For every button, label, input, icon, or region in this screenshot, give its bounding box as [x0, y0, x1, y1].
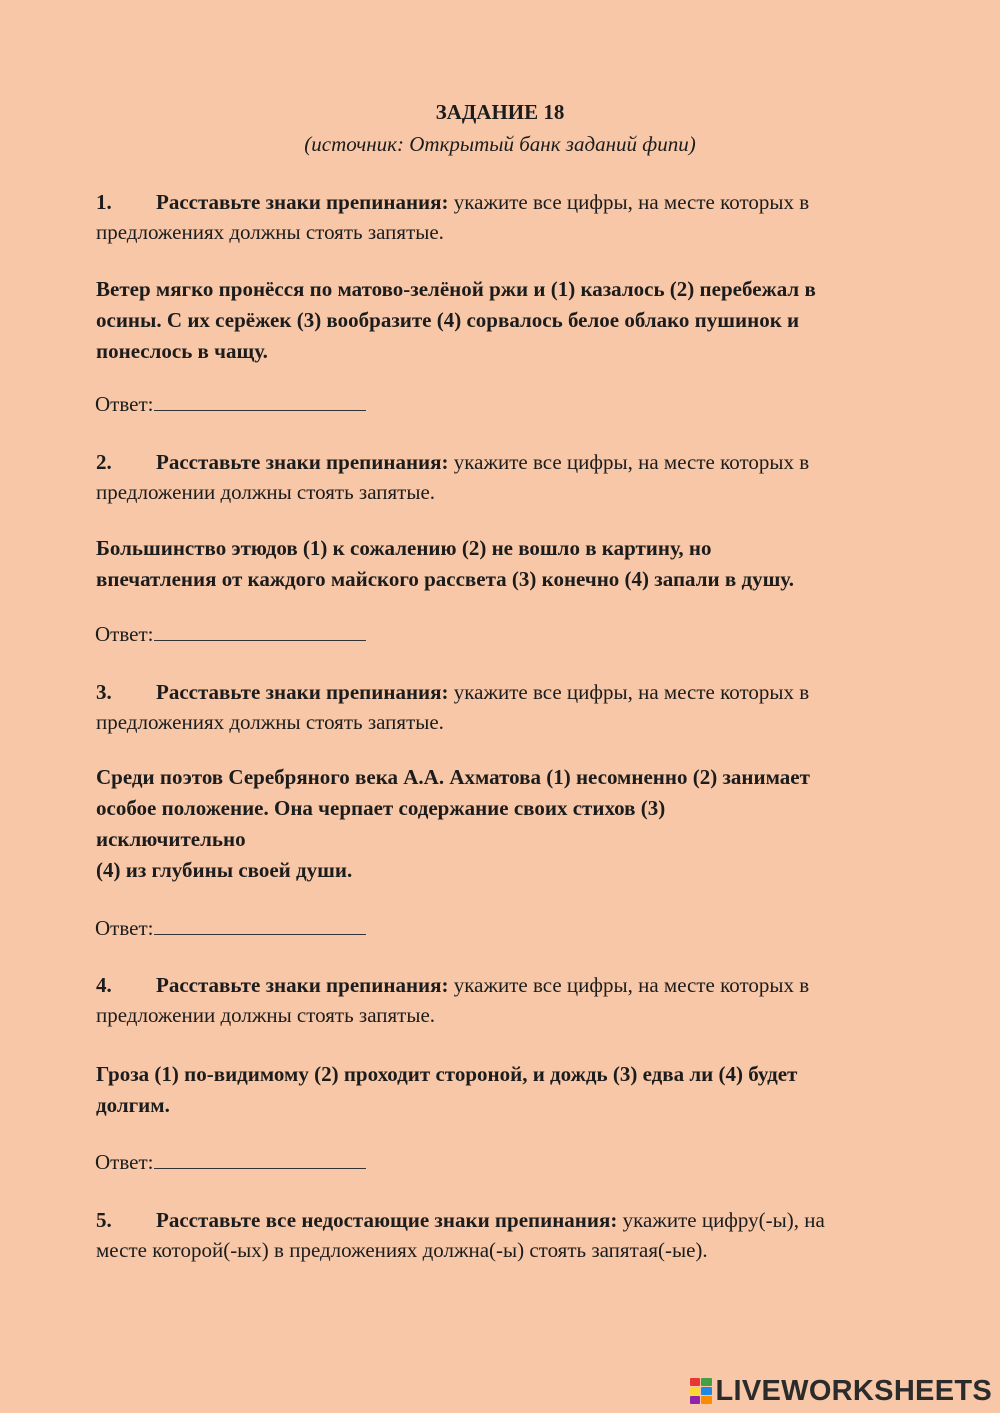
task-3-instruction — [96, 677, 916, 737]
sentence-line: понеслось в чащу. — [96, 339, 268, 363]
task-1-answer — [95, 392, 366, 417]
answer-label: Ответ: — [95, 392, 154, 416]
answer-input-line[interactable] — [154, 1150, 366, 1169]
task-instruction: укажите все цифры, на месте которых в — [448, 680, 810, 704]
task-instruction-cont: предложениях должны стоять запятые. — [96, 710, 444, 734]
task-instruction-cont: месте которой(-ых) в предложениях должна(-ы) стоять запятая(-ые). — [96, 1238, 708, 1262]
sentence-line: долгим. — [96, 1093, 170, 1117]
task-2-sentence — [96, 533, 911, 595]
task-lead: Расставьте все недостающие знаки препинания: — [156, 1208, 618, 1232]
sentence-line: особое положение. Она черпает содержание своих стихов (3) — [96, 796, 666, 820]
task-number: 3. — [96, 680, 112, 704]
task-instruction: укажите цифру(-ы), на — [617, 1208, 825, 1232]
sentence-line: Гроза (1) по-видимому (2) проходит стороной, и дождь (3) едва ли (4) будет — [96, 1062, 798, 1086]
task-lead: Расставьте знаки препинания: — [156, 450, 449, 474]
answer-label: Ответ: — [95, 1150, 154, 1174]
answer-input-line[interactable] — [154, 392, 366, 411]
task-4-sentence — [96, 1059, 911, 1121]
liveworksheets-logo-icon — [690, 1378, 712, 1404]
task-instruction: укажите все цифры, на месте которых в — [448, 190, 810, 214]
task-5-instruction — [96, 1205, 916, 1265]
task-instruction: укажите все цифры, на месте которых в — [448, 973, 810, 997]
task-number: 1. — [96, 190, 112, 214]
answer-input-line[interactable] — [154, 916, 366, 935]
task-4-instruction — [96, 970, 916, 1030]
task-number: 2. — [96, 450, 112, 474]
sentence-line: осины. С их серёжек (3) вообразите (4) сорвалось белое облако пушинок и — [96, 308, 800, 332]
task-1-sentence — [96, 274, 911, 367]
task-3-answer — [95, 916, 366, 941]
task-instruction-cont: предложении должны стоять запятые. — [96, 1003, 436, 1027]
task-instruction: укажите все цифры, на месте которых в — [448, 450, 810, 474]
watermark-text: LIVEWORKSHEETS — [715, 1374, 992, 1407]
task-lead: Расставьте знаки препинания: — [156, 973, 449, 997]
sentence-line: Среди поэтов Серебряного века А.А. Ахматова (1) несомненно (2) занимает — [96, 765, 810, 789]
task-4-answer — [95, 1150, 366, 1175]
liveworksheets-watermark — [690, 1375, 993, 1407]
task-number: 4. — [96, 973, 112, 997]
sentence-line: (4) из глубины своей души. — [96, 858, 353, 882]
sentence-line: Большинство этюдов (1) к сожалению (2) не вошло в картину, но — [96, 536, 712, 560]
sentence-line: исключительно — [96, 827, 246, 851]
sentence-line: впечатления от каждого майского рассвета (3) конечно (4) запали в душу. — [96, 567, 794, 591]
task-instruction-cont: предложении должны стоять запятые. — [96, 480, 436, 504]
page-title: ЗАДАНИЕ 18 — [435, 100, 565, 124]
task-lead: Расставьте знаки препинания: — [156, 680, 449, 704]
task-3-sentence — [96, 762, 911, 886]
page-subtitle: (источник: Открытый банк заданий фипи) — [304, 132, 696, 156]
answer-input-line[interactable] — [154, 622, 366, 641]
task-1-instruction — [96, 187, 916, 247]
task-lead: Расставьте знаки препинания: — [156, 190, 449, 214]
task-2-instruction — [96, 447, 916, 507]
task-2-answer — [95, 622, 366, 647]
answer-label: Ответ: — [95, 622, 154, 646]
task-instruction-cont: предложениях должны стоять запятые. — [96, 220, 444, 244]
task-number: 5. — [96, 1208, 112, 1232]
sentence-line: Ветер мягко пронёсся по матово-зелёной ржи и (1) казалось (2) перебежал в — [96, 277, 816, 301]
answer-label: Ответ: — [95, 916, 154, 940]
